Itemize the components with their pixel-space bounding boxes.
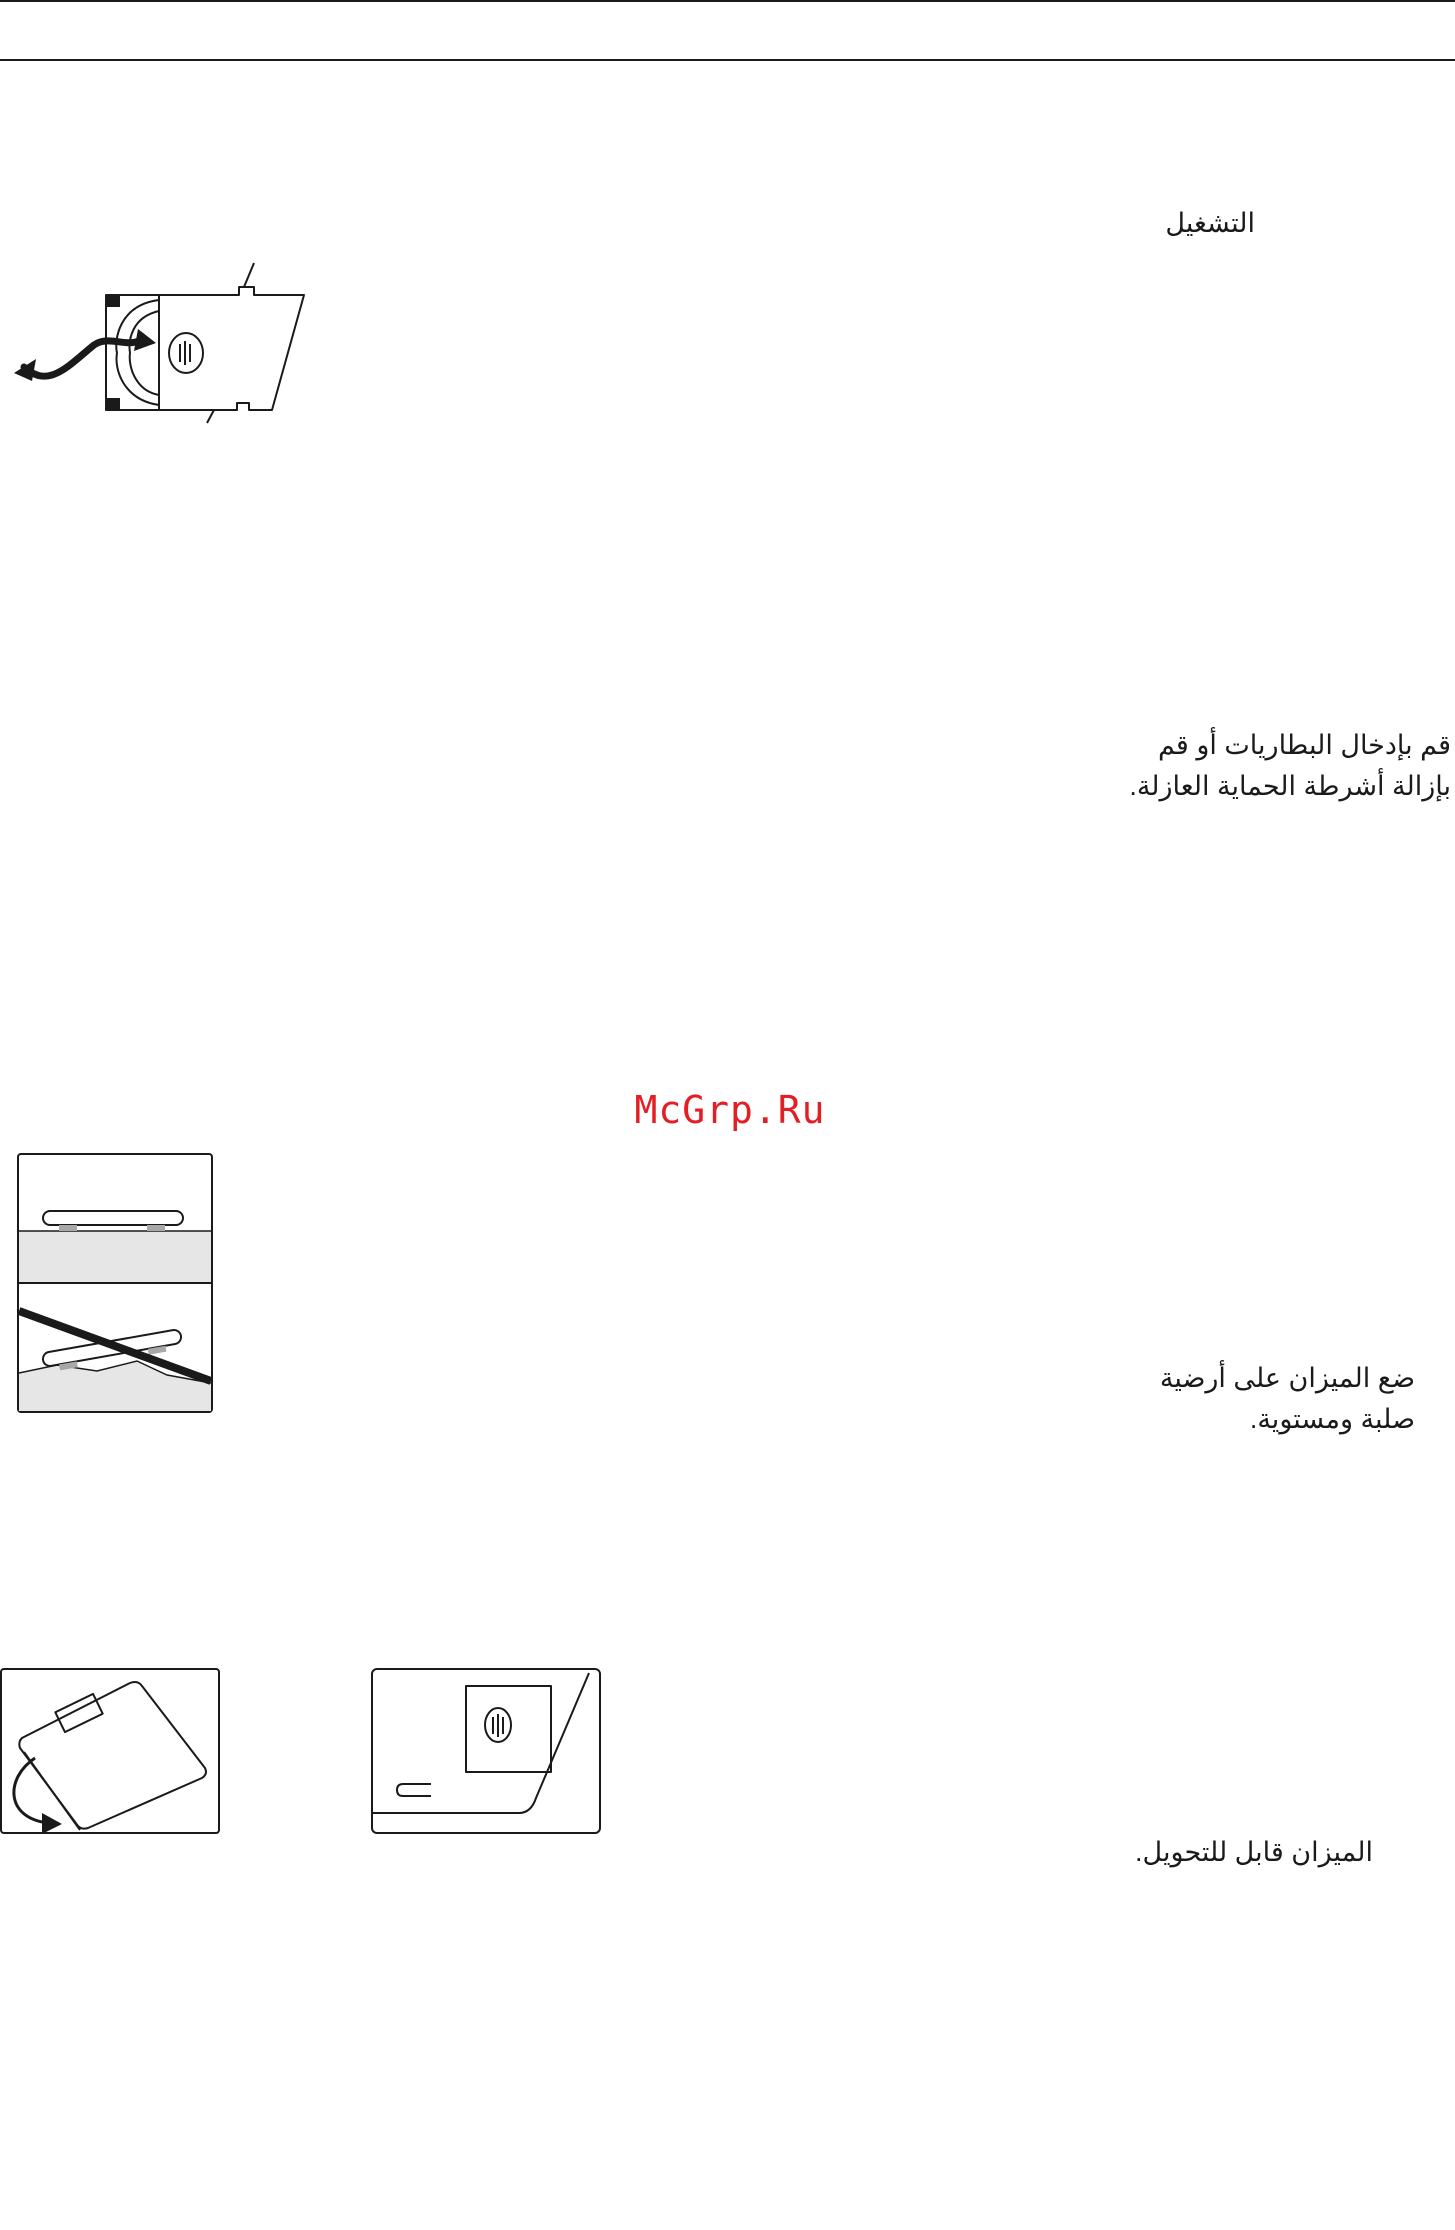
- batteries-line-2: بإزالة أشرطة الحماية العازلة.: [1129, 771, 1451, 801]
- floor-placement-figure: [17, 1153, 213, 1413]
- battery-compartment-figure: [14, 255, 314, 430]
- section-floor-placement: [1160, 1358, 1415, 1440]
- operation-heading-text: التشغيل: [1165, 208, 1255, 238]
- convertible-text: الميزان قابل للتحويل.: [1135, 1837, 1373, 1867]
- batteries-line-1: قم بإدخال البطاريات أو قم: [1157, 730, 1451, 760]
- header-rule: [0, 59, 1455, 61]
- section-batteries: [1129, 725, 1451, 807]
- unit-switch-figure: [371, 1668, 601, 1834]
- floor-line-1: ضع الميزان على أرضية: [1159, 1363, 1415, 1393]
- watermark: McGrp.Ru: [634, 1088, 826, 1132]
- floor-line-2: صلبة ومستوية.: [1249, 1404, 1415, 1434]
- section-convertible: [1135, 1832, 1373, 1873]
- section-heading-operation: [1165, 203, 1255, 244]
- top-border-line: [0, 0, 1455, 2]
- tilt-scale-figure: [0, 1668, 220, 1834]
